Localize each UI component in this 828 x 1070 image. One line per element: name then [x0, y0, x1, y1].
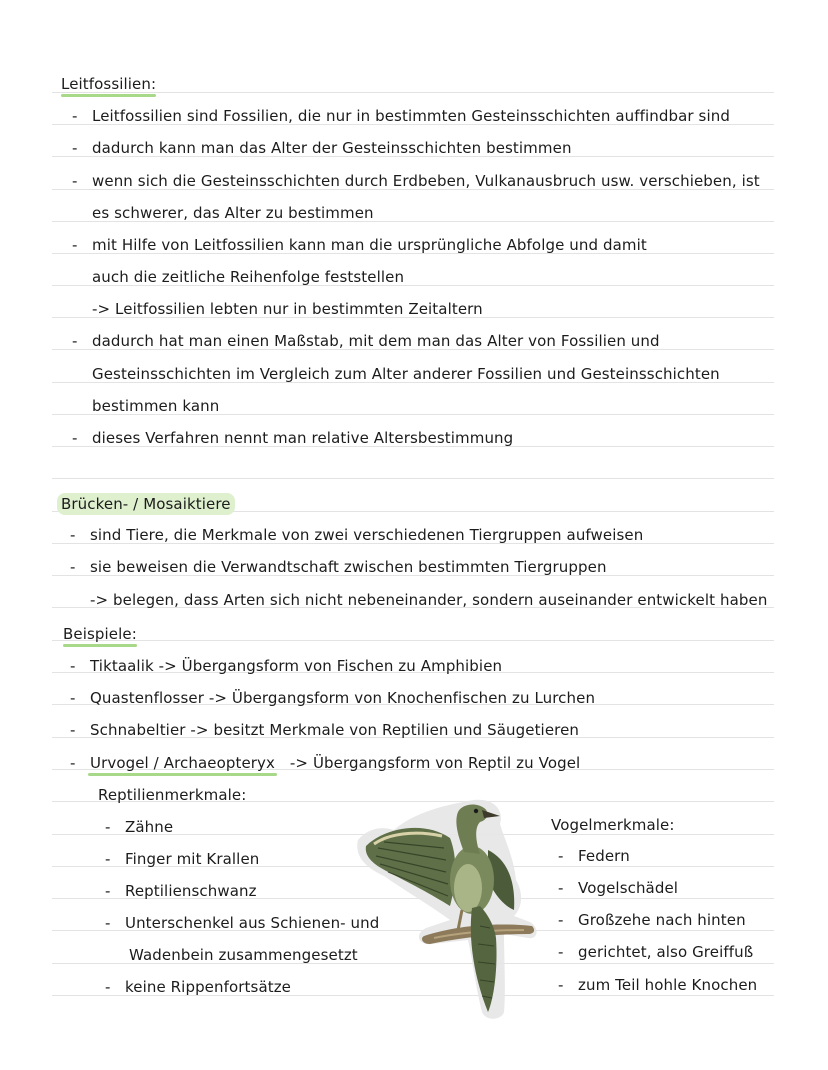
bullet-dash: - — [72, 172, 78, 190]
bullet-dash: - — [105, 850, 111, 868]
bullet-dash: - — [105, 914, 111, 932]
reptile-item: Zähne — [125, 818, 174, 836]
text-line: Leitfossilien sind Fossilien, die nur in bestimmten Gesteinsschichten auffindbar sind — [92, 107, 730, 125]
text-line: bestimmen kann — [92, 397, 220, 415]
heading-beispiele — [63, 624, 137, 644]
text-line: Schnabeltier -> besitzt Merkmale von Reptilien und Säugetieren — [90, 721, 580, 739]
heading-text: Brücken- / Mosaiktiere — [57, 493, 235, 515]
text-line: Tiktaalik -> Übergangsform von Fischen zu Amphibien — [90, 657, 503, 675]
bullet-dash: - — [72, 429, 78, 447]
bullet-dash: - — [72, 107, 78, 125]
text-line: sie beweisen die Verwandtschaft zwischen bestimmten Tiergruppen — [90, 558, 607, 576]
text-line: sind Tiere, die Merkmale von zwei verschiedenen Tiergruppen aufweisen — [90, 526, 644, 544]
reptile-item: Reptilienschwanz — [125, 882, 257, 900]
bullet-dash: - — [105, 818, 111, 836]
bird-item: zum Teil hohle Knochen — [578, 976, 758, 994]
bird-heading: Vogelmerkmale: — [551, 816, 675, 834]
heading-text: Leitfossilien: — [61, 75, 157, 93]
bullet-dash: - — [70, 754, 76, 772]
bullet-dash: - — [70, 526, 76, 544]
ruled-line — [52, 92, 774, 93]
bird-item: gerichtet, also Greiffuß — [578, 943, 754, 961]
reptile-item: Wadenbein zusammengesetzt — [129, 946, 358, 964]
bullet-dash: - — [72, 139, 78, 157]
reptile-item: Unterschenkel aus Schienen- und — [125, 914, 380, 932]
bullet-dash: - — [72, 236, 78, 254]
text-line: mit Hilfe von Leitfossilien kann man die ursprüngliche Abfolge und damit — [92, 236, 647, 254]
bullet-dash: - — [70, 721, 76, 739]
text-line: dadurch kann man das Alter der Gesteinsschichten bestimmen — [92, 139, 572, 157]
text-line: auch die zeitliche Reihenfolge feststellen — [92, 268, 405, 286]
bullet-dash: - — [105, 978, 111, 996]
reptile-item: Finger mit Krallen — [125, 850, 260, 868]
bullet-dash: - — [70, 558, 76, 576]
bullet-dash: - — [70, 689, 76, 707]
bullet-dash: - — [558, 879, 564, 897]
text-line: wenn sich die Gesteinsschichten durch Erdbeben, Vulkanausbruch usw. verschieben, ist — [92, 172, 760, 190]
reptile-heading: Reptilienmerkmale: — [98, 786, 247, 804]
bullet-dash: - — [558, 943, 564, 961]
text-line: Quastenflosser -> Übergangsform von Knochenfischen zu Lurchen — [90, 689, 596, 707]
bird-item: Großzehe nach hinten — [578, 911, 746, 929]
ruled-line — [52, 640, 774, 641]
text-line: Gesteinsschichten im Vergleich zum Alter anderer Fossilien und Gesteinsschichten — [92, 365, 720, 383]
bullet-dash: - — [70, 657, 76, 675]
text-line: dadurch hat man einen Maßstab, mit dem man das Alter von Fossilien und — [92, 332, 660, 350]
text-line-urvogel — [90, 753, 580, 773]
text-line: dieses Verfahren nennt man relative Altersbestimmung — [92, 429, 514, 447]
heading-leitfossilien — [61, 74, 156, 94]
heading-mosaiktiere — [61, 493, 235, 515]
heading-text: Beispiele: — [63, 625, 137, 643]
bullet-dash: - — [72, 332, 78, 350]
reptile-item: keine Rippenfortsätze — [125, 978, 292, 996]
urvogel-name: Urvogel / Archaeopteryx — [90, 754, 276, 772]
bullet-dash: - — [558, 847, 564, 865]
text-line: -> belegen, dass Arten sich nicht nebeneinander, sondern auseinander entwickelt haben — [90, 591, 768, 609]
ruled-line — [52, 478, 774, 479]
bullet-dash: - — [558, 911, 564, 929]
bird-item: Federn — [578, 847, 630, 865]
bird-item: Vogelschädel — [578, 879, 679, 897]
urvogel-description: -> Übergangsform von Reptil zu Vogel — [289, 754, 581, 772]
archaeopteryx-illustration — [354, 798, 546, 1020]
text-line: es schwerer, das Alter zu bestimmen — [92, 204, 374, 222]
bullet-dash: - — [558, 976, 564, 994]
text-line: -> Leitfossilien lebten nur in bestimmten Zeitaltern — [92, 300, 483, 318]
bullet-dash: - — [105, 882, 111, 900]
